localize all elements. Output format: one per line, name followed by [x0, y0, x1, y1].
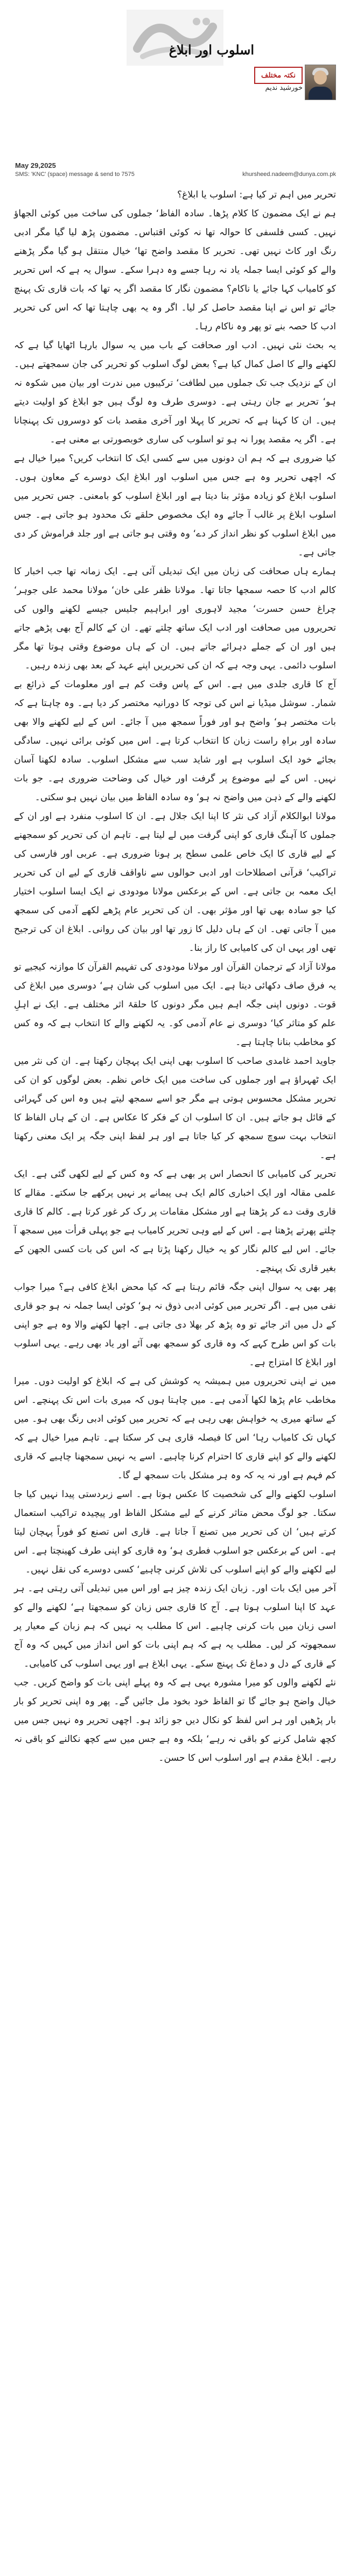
author-name: خورشید ندیم — [265, 84, 303, 92]
publish-date: May 29,2025 — [15, 161, 56, 170]
paragraph: اسلوب لکھنے والے کی شخصیت کا عکس ہوتا ہے۔ اسے زبردستی پیدا نہیں کیا جا سکتا۔ جو لوگ محض متاثر کرنے کے لیے مشکل الفاظ اور پیچیدہ تراکیب استعمال کرتے ہیں‘ ان کی تحریر میں تصنع آ جاتا ہے۔ قاری اس تصنع کو فوراً پہچان لیتا ہے۔ اس کے برعکس جو اسلوب فطری ہو‘ وہ قاری کو اپنی طرف کھینچتا ہے۔ اس لیے لکھنے والے کو اپنے اسلوب کی تلاش کرنی چاہیے‘ کسی دوسرے کی نقل نہیں۔ — [14, 1489, 336, 1575]
paragraph: ہمارے ہاں صحافت کی زبان میں ایک تبدیلی آئی ہے۔ ایک زمانہ تھا جب اخبار کا کالم ادب کا حصہ سمجھا جاتا تھا۔ مولانا ظفر علی خان‘ مولانا محمد علی جوہر‘ چراغ حسن حسرت‘ مجید لاہوری اور ابراہیم جلیس جیسے لکھنے والوں کی تحریروں میں صحافت اور ادب ایک ساتھ چلتے تھے۔ ان کے کالم آج بھی پڑھے جاتے ہیں اور ان کے جملے دہرائے جاتے ہیں۔ ان کے ہاں موضوع وقتی ہوتا تھا مگر اسلوب دائمی۔ یہی وجہ ہے کہ ان کی تحریریں اپنے عہد کے بعد بھی زندہ رہیں۔ — [14, 566, 336, 671]
dunya-logo-icon — [116, 5, 234, 70]
paragraph: یہ بحث نئی نہیں۔ ادب اور صحافت کے باب میں یہ سوال بارہا اٹھایا گیا ہے کہ لکھنے والے کا اصل کمال کیا ہے؟ بعض لوگ اسلوب کو تحریر کی جان سمجھتے ہیں۔ ان کے نزدیک جب تک جملوں میں لطافت‘ ترکیبوں میں ندرت اور بیان میں شکوہ نہ ہو‘ تحریر بے جان رہتی ہے۔ دوسری طرف وہ لوگ ہیں جو ابلاغ کو اولیت دیتے ہیں۔ ان کا کہنا ہے کہ تحریر کا پہلا اور آخری مقصد بات کو دوسروں تک پہنچانا ہے۔ اگر یہ مقصد پورا نہ ہو تو اسلوب کی ساری خوبصورتی بے معنی ہے۔ — [14, 340, 336, 445]
paragraph: میں نے اپنی تحریروں میں ہمیشہ یہ کوشش کی ہے کہ ابلاغ کو اولیت دوں۔ میرا مخاطب عام پڑھا لکھا آدمی ہے۔ میں چاہتا ہوں کہ میری بات اس تک پہنچے۔ اس کے ساتھ میری یہ خواہش بھی رہی ہے کہ تحریر میں کوئی ادبی رنگ بھی ہو۔ میں کہاں تک کامیاب رہا‘ اس کا فیصلہ قاری ہی کر سکتا ہے۔ تاہم میرا خیال ہے کہ لکھنے والے کو اپنے قاری کا احترام کرنا چاہیے۔ اسے یہ نہیں سمجھنا چاہیے کہ قاری کم فہم ہے اور نہ یہ کہ وہ ہر مشکل بات سمجھ لے گا۔ — [14, 1376, 336, 1481]
paragraph: جاوید احمد غامدی صاحب کا اسلوب بھی اپنی ایک پہچان رکھتا ہے۔ ان کی نثر میں ایک ٹھہراؤ ہے اور جملوں کی ساخت میں ایک خاص نظم۔ بعض لوگوں کو ان کی تحریر مشکل محسوس ہوتی ہے مگر جو اسے سمجھ لیتے ہیں وہ اس کی گہرائی کے قائل ہو جاتے ہیں۔ ان کا اسلوب ان کے فکر کا عکاس ہے۔ ان کے ہاں الفاظ کا انتخاب بہت سوچ سمجھ کر کیا جاتا ہے اور ہر لفظ اپنی جگہ پر ایک معنی رکھتا ہے۔ — [14, 1056, 336, 1161]
masthead — [0, 0, 350, 102]
author-block — [212, 65, 336, 116]
paragraph: مولانا ابوالکلام آزاد کی نثر کا اپنا ایک جلال ہے۔ ان کا اسلوب منفرد ہے اور ان کے جملوں کا آہنگ قاری کو اپنی گرفت میں لے لیتا ہے۔ تاہم ان کی تحریر کو سمجھنے کے لیے قاری کا ایک خاص علمی سطح پر ہونا ضروری ہے۔ عربی اور فارسی کی تراکیب‘ قرآنی اصطلاحات اور ادبی حوالوں سے ناواقف قاری کے لیے ان کی تحریر ایک معمہ بن جاتی ہے۔ اس کے برعکس مولانا مودودی نے ایک ایسا اسلوب اختیار کیا جو سادہ بھی تھا اور مؤثر بھی۔ ان کی تحریر عام پڑھے لکھے آدمی کی سمجھ میں آ جاتی تھی۔ ان کے ہاں دلیل کا زور تھا اور بیان کی روانی۔ ابلاغ ان کی ترجیح تھی اور یہی ان کی کامیابی کا راز بنا۔ — [14, 811, 336, 954]
dunya-logo — [116, 5, 234, 70]
paragraph: پھر بھی یہ سوال اپنی جگہ قائم رہتا ہے کہ کیا محض ابلاغ کافی ہے؟ میرا جواب نفی میں ہے۔ اگر تحریر میں کوئی ادبی ذوق نہ ہو‘ کوئی ایسا جملہ نہ ہو جو قاری کے دل میں اتر جائے تو وہ پڑھ کر بھلا دی جاتی ہے۔ اچھا لکھنے والا وہ ہے جو اپنی بات کو اس طرح کہے کہ وہ قاری کو سمجھ بھی آئے اور یاد بھی رہے۔ یہی اسلوب اور ابلاغ کا امتزاج ہے۔ — [14, 1282, 336, 1368]
paragraph: تحریر میں اہم تر کیا ہے: اسلوب یا ابلاغ؟ — [177, 189, 336, 200]
paragraph: آج کا قاری جلدی میں ہے۔ اس کے پاس وقت کم ہے اور معلومات کے ذرائع بے شمار۔ سوشل میڈیا نے اس کی توجہ کا دورانیہ مختصر کر دیا ہے۔ وہ چاہتا ہے کہ بات مختصر ہو‘ واضح ہو اور فوراً سمجھ میں آ جائے۔ اس کے لیے لکھنے والا بھی سادہ اور براہِ راست زبان کا انتخاب کرتا ہے۔ اس میں کوئی برائی نہیں۔ سادگی بجائے خود ایک اسلوب ہے اور شاید سب سے مشکل اسلوب۔ سادہ لکھنا آسان نہیں۔ اس کے لیے موضوع پر گرفت اور خیال کی وضاحت ضروری ہے۔ جو بات لکھنے والے کے ذہن میں واضح نہ ہو‘ وہ سادہ الفاظ میں بیان نہیں ہو سکتی۔ — [14, 679, 336, 803]
paragraph: ہم نے ایک مضمون کا کلام پڑھا۔ سادہ الفاظ‘ جملوں کی ساخت میں کوئی الجھاؤ نہیں۔ کسی فلسفی کا حوالہ تھا نہ کوئی اقتباس۔ مضمون پڑھ لیا گیا مگر ادبی رنگ اور کاٹ نہیں تھی۔ تحریر کا مقصد واضح تھا‘ خیال منتقل ہو گیا مگر پڑھنے والے کو کوئی ایسا جملہ یاد نہ رہا جسے وہ دہرا سکے۔ سوال یہ ہے کہ اس تحریر کو کامیاب کہا جائے یا ناکام؟ مضمون نگار کا مقصد اگر یہ تھا کہ بات قاری تک پہنچ جائے تو اس نے اپنا مقصد حاصل کر لیا۔ اگر وہ یہ بھی چاہتا تھا کہ اس کی تحریر ادب کا حصہ بنے تو پھر وہ ناکام رہا۔ — [14, 208, 336, 332]
paragraph: تحریر کی کامیابی کا انحصار اس پر بھی ہے کہ وہ کس کے لیے لکھی گئی ہے۔ ایک علمی مقالہ اور ایک اخباری کالم ایک ہی پیمانے پر نہیں پرکھے جا سکتے۔ مقالے کا قاری وقت دے کر پڑھتا ہے اور مشکل مقامات پر رک کر غور کرتا ہے۔ کالم کا قاری چلتے پھرتے پڑھتا ہے۔ اس کے لیے وہی تحریر کامیاب ہے جو پہلی قرأت میں سمجھ آ جائے۔ اس لیے کالم نگار کو یہ خیال رکھنا پڑتا ہے کہ اس کی بات کسی الجھن کے بغیر قاری تک پہنچے۔ — [14, 1169, 336, 1274]
paragraph: آخر میں ایک بات اور۔ زبان ایک زندہ چیز ہے اور اس میں تبدیلی آتی رہتی ہے۔ ہر عہد کا اپنا اسلوب ہوتا ہے۔ آج کا قاری جس زبان کو سمجھتا ہے‘ لکھنے والے کو اسی زبان میں بات کرنی چاہیے۔ اس کا مطلب یہ نہیں کہ ہم زبان کے معیار پر سمجھوتہ کر لیں۔ مطلب یہ ہے کہ ہم اپنی بات کو اس انداز میں کہیں کہ وہ آج کے قاری کے دل و دماغ تک پہنچ سکے۔ یہی ابلاغ ہے اور یہی اسلوب کی کامیابی۔ — [14, 1583, 336, 1669]
paragraph: کیا ضروری ہے کہ ہم ان دونوں میں سے کسی ایک کا انتخاب کریں؟ میرا خیال ہے کہ اچھی تحریر وہ ہے جس میں اسلوب اور ابلاغ ایک دوسرے کے معاون ہوں۔ اسلوب ابلاغ کو زیادہ مؤثر بنا دیتا ہے اور ابلاغ اسلوب کو بامعنی۔ جس تحریر میں اسلوب ابلاغ پر غالب آ جائے وہ ایک مخصوص حلقے تک محدود ہو جاتی ہے۔ جس میں ابلاغ اسلوب کو نظر انداز کر دے‘ وہ وقتی ہو جاتی ہے اور جلد فراموش کر دی جاتی ہے۔ — [14, 453, 336, 558]
article-title: اسلوب اور ابلاغ — [169, 42, 254, 58]
author-email[interactable]: khursheed.nadeem@dunya.com.pk — [242, 171, 336, 178]
article-body — [14, 186, 336, 1768]
column-name-badge: نکتہ مختلف — [254, 67, 303, 84]
author-photo — [305, 65, 336, 100]
sms-instructions: SMS: 'KNC' (space) message & send to 7575 — [15, 171, 135, 178]
paragraph: نئے لکھنے والوں کو میرا مشورہ یہی ہے کہ وہ پہلے اپنی بات کو واضح کریں۔ جب خیال واضح ہو جائے گا تو الفاظ خود بخود مل جائیں گے۔ پھر وہ اپنی تحریر کو بار بار پڑھیں اور ہر اس لفظ کو نکال دیں جو زائد ہو۔ اچھی تحریر وہ نہیں جس میں کچھ شامل کرنے کو باقی نہ رہے‘ بلکہ وہ ہے جس میں سے کچھ نکالنے کو باقی نہ رہے۔ ابلاغ مقدم ہے اور اسلوب اس کا حسن۔ — [14, 1677, 336, 1763]
paragraph: مولانا آزاد کے ترجمان القرآن اور مولانا مودودی کی تفہیم القرآن کا موازنہ کیجیے تو یہ فرق صاف دکھائی دیتا ہے۔ ایک میں اسلوب کی شان ہے‘ دوسری میں ابلاغ کی قوت۔ دونوں اپنی جگہ اہم ہیں مگر دونوں کا حلقۂ اثر مختلف ہے۔ ایک نے اہلِ علم کو متاثر کیا‘ دوسری نے عام آدمی کو۔ یہ لکھنے والے کا انتخاب ہے کہ وہ کس کو مخاطب بنانا چاہتا ہے۔ — [14, 962, 336, 1048]
